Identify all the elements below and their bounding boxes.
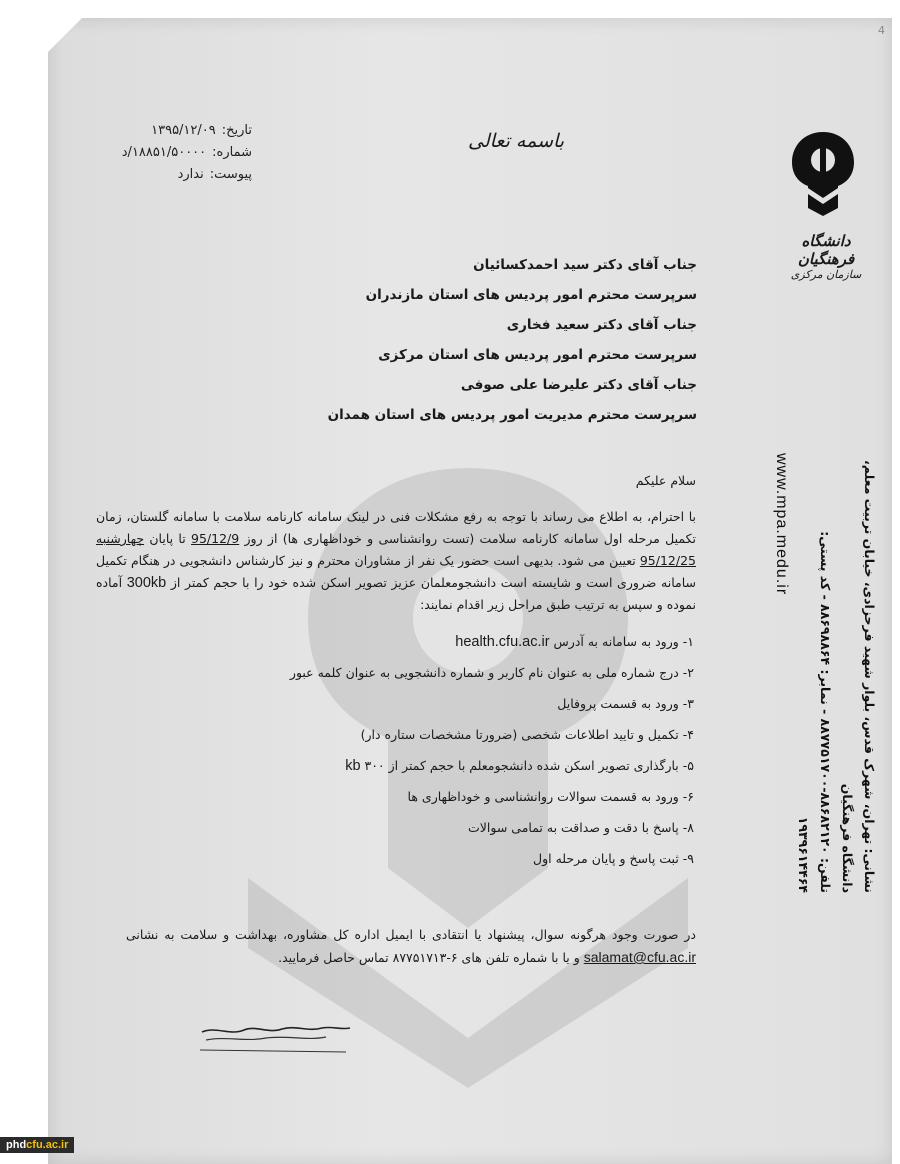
step-item xyxy=(134,725,694,756)
date-row xyxy=(82,120,252,142)
sidebar-address: نشانی: تهران، شهرک قدس، بلوار شهید فرحزادی، خیابان تربیت معلم، دانشگاه فرهنگیان xyxy=(840,460,877,893)
footer-site-a: phd xyxy=(6,1139,27,1151)
start-date: 95/12/9 xyxy=(191,531,240,546)
size-limit: 300kb xyxy=(126,575,167,591)
step-item xyxy=(134,663,694,694)
recipients-list xyxy=(227,254,697,434)
org-subtitle: سازمان مرکزی xyxy=(790,268,862,281)
body-paragraph xyxy=(96,506,696,616)
attachment-row xyxy=(82,164,252,186)
folded-corner xyxy=(48,18,82,52)
letter-metadata xyxy=(82,120,252,186)
recipient-line: سرپرست محترم مدیریت امور پردیس های استان همدان xyxy=(327,407,697,423)
greeting: سلام علیکم xyxy=(635,473,696,488)
step-label: ۴- تکمیل و تایید اطلاعات شخصی (ضرورتا مشخصات ستاره دار) xyxy=(360,727,694,742)
number-value: ۱۸۸۵۱/۵۰۰۰۰/د xyxy=(121,145,207,160)
email-link[interactable]: salamat@cfu.ac.ir xyxy=(583,949,696,965)
size-unit: kb xyxy=(345,758,361,774)
header-motto: باسمه تعالی xyxy=(468,130,565,152)
step-item xyxy=(134,756,694,787)
step-label: ۵- بارگذاری تصویر اسکن شده دانشجومعلم با حجم کمتر از ۳۰۰ xyxy=(360,758,694,773)
signature-stamp xyxy=(196,1022,356,1058)
step-label: ۲- درج شماره ملی به عنوان نام کاربر و شماره دانشجویی به عنوان کلمه عبور xyxy=(289,665,694,680)
footer-site-b: cfu.ac.ir xyxy=(26,1139,69,1151)
org-name-block xyxy=(776,232,876,281)
org-name: دانشگاه فرهنگیان xyxy=(797,232,855,268)
page-number: 4 xyxy=(878,24,885,37)
body-text-d: آماده نموده و سپس به ترتیب طبق مراحل زیر اقدام نمایند: xyxy=(96,575,696,612)
document-page xyxy=(48,18,892,1164)
closing-text-b: و یا با شماره تلفن های ۶-۸۷۷۵۱۷۱۳ تماس حاصل فرمایید. xyxy=(278,950,584,965)
recipient-line: جناب آقای دکتر علیرضا علی صوفی xyxy=(460,377,697,393)
step-item xyxy=(134,694,694,725)
date-label: تاریخ: xyxy=(221,123,252,138)
steps-list xyxy=(134,632,694,880)
body-text-c: تعیین می شود. بدیهی است حضور یک نفر از مشاوران محترم و نیز کارشناس دانشجویی در هنگام تکمیل سامانه ضروری است و شایسته است دانشجومعلمان عزیز تصویر اسکن شده خود را با حجم کمتر از xyxy=(96,553,696,590)
recipient-line: جناب آقای دکتر سعید فخاری xyxy=(506,317,697,333)
sidebar-contact-text xyxy=(773,453,880,893)
step-item xyxy=(134,787,694,818)
step-item xyxy=(134,818,694,849)
date-value: ۱۳۹۵/۱۲/۰۹ xyxy=(151,123,216,138)
footer-site-badge[interactable] xyxy=(0,1137,74,1153)
recipient-line: سرپرست محترم امور پردیس های استان مرکزی xyxy=(378,347,697,363)
recipient-line: جناب آقای دکتر سید احمدکسائیان xyxy=(473,257,697,273)
body-text-a: با احترام، به اطلاع می رساند با توجه به رفع مشکلات فنی در لینک سامانه کارنامه سلامت با سامانه گلستان، زمان تکمیل مرحله اول سامانه کارنامه سلامت (تست روانشناسی و خوداظهاری ها) از روز xyxy=(96,509,696,546)
step-label: ۱- ورود به سامانه به آدرس xyxy=(549,634,694,649)
body-text-b: تا پایان xyxy=(144,531,192,546)
recipient-line: سرپرست محترم امور پردیس های استان مازندران xyxy=(365,287,697,303)
closing-text-a: در صورت وجود هرگونه سوال، پیشنهاد یا انتقادی با ایمیل اداره کل مشاوره، بهداشت و سلامت به نشانی xyxy=(126,927,696,942)
attachment-value: ندارد xyxy=(177,167,204,182)
step-label: ۸- پاسخ با دقت و صداقت به تمامی سوالات xyxy=(468,820,694,835)
sidebar-phones: تلفن: ۸۸۶۸۲۱۲۰-۸۸۷۷۵۱۷۰۰ - نمابر: ۸۸۶۹۸۸۶۴ - کد پستی: ۱۹۳۹۶۱۴۴۶۴ xyxy=(796,531,833,893)
number-label: شماره: xyxy=(212,145,252,160)
step-item xyxy=(134,849,694,880)
step-label: ۳- ورود به قسمت پروفایل xyxy=(557,696,694,711)
sidebar-website[interactable]: www.mpa.medu.ir xyxy=(773,453,790,596)
step-item xyxy=(134,632,694,663)
health-url-link[interactable]: health.cfu.ac.ir xyxy=(455,634,550,650)
closing-paragraph xyxy=(126,924,696,969)
end-date: چهارشنبه 95/12/25 xyxy=(96,531,696,568)
university-logo-icon xyxy=(778,128,868,218)
letter-body xyxy=(96,470,696,616)
step-label: ۹- ثبت پاسخ و پایان مرحله اول xyxy=(533,851,694,866)
step-label: ۶- ورود به قسمت سوالات روانشناسی و خوداظهاری ها xyxy=(407,789,694,804)
number-row xyxy=(82,142,252,164)
sidebar-contact xyxy=(773,438,880,908)
attachment-label: پیوست: xyxy=(209,167,252,182)
